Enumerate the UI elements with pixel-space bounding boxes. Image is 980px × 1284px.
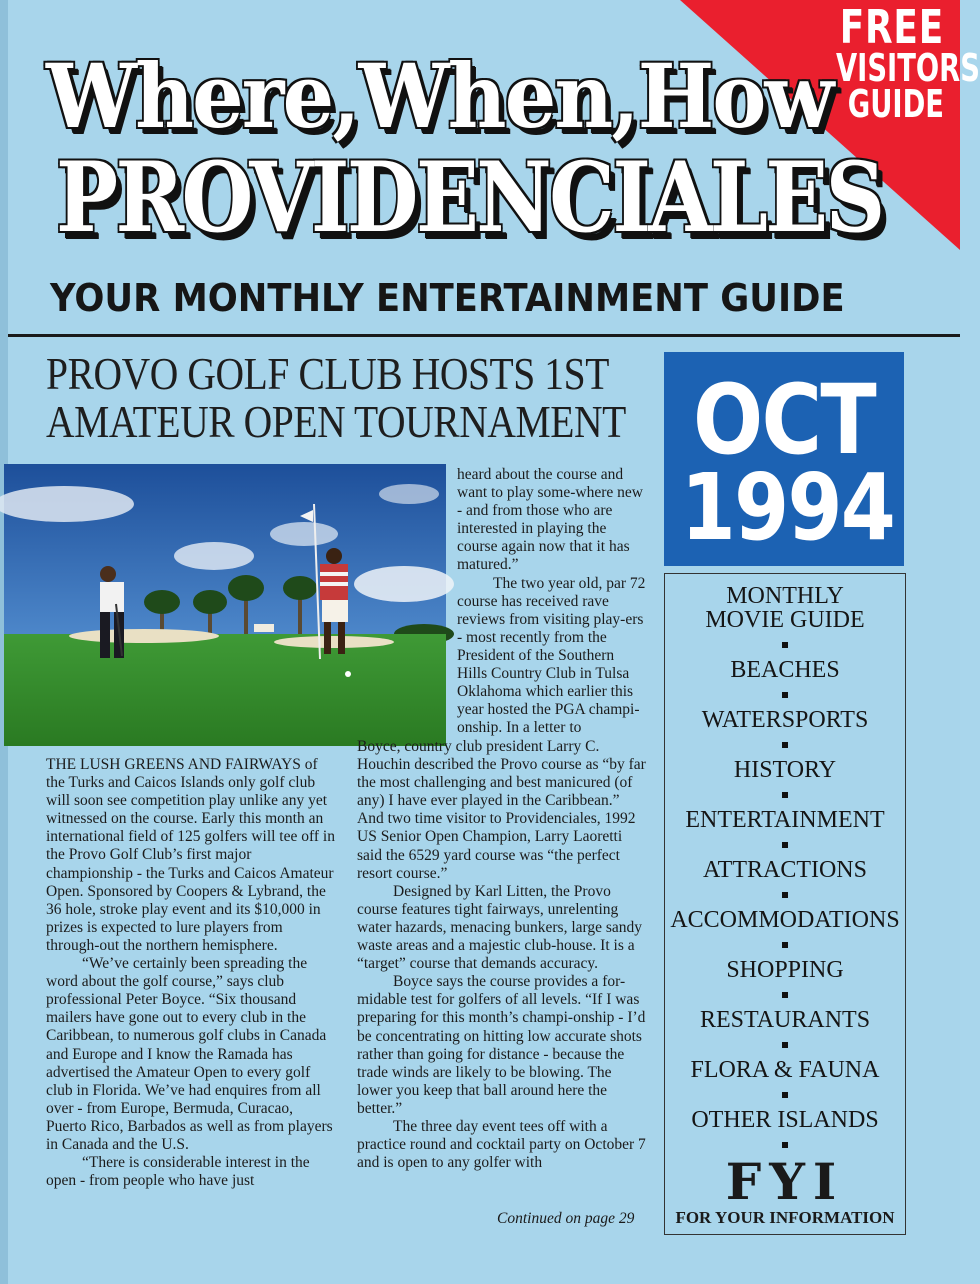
article-paragraph-9: The three day event tees off with a practice round and cocktail party on October 7 and is open to any golfer with (357, 1117, 646, 1172)
banner-visitors: VISITORS (836, 45, 980, 90)
article-headline (46, 348, 626, 447)
fyi-subheading: FOR YOUR INFORMATION (675, 1208, 895, 1227)
headline-line-2: AMATEUR OPEN TOURNAMENT (46, 396, 626, 447)
golf-photo-illustration (4, 464, 446, 746)
issue-month: OCT (693, 364, 875, 476)
bullet (782, 742, 788, 748)
bullet (782, 942, 788, 948)
contents-item-beaches: BEACHES (730, 657, 840, 683)
article-column-2-bottom (357, 738, 647, 1172)
fyi-heading: FYI (725, 1152, 845, 1211)
article-paragraph-8: Boyce says the course provides a for-midable test for golfers of all levels. “If I was preparing for this month’s champi-onship - I’d be concentrating on hitting low accurate shots rather than going for distance - because the trade winds are likely to be blowing. The lower you keep that ball around here the better.” (357, 973, 646, 1117)
golf-photo (4, 464, 446, 746)
article-paragraph-7: Designed by Karl Litten, the Provo course features tight fairways, unrelenting water hazards, menacing bunkers, large sandy waste areas and a majestic club-house. It is a “target” course that demands accuracy. (357, 882, 643, 973)
masthead-title: PROVIDENCIALES (56, 141, 883, 254)
bullet (782, 1142, 788, 1148)
bullet (782, 1092, 788, 1098)
bullet (782, 1042, 788, 1048)
article-text-1: of the Turks and Caicos Islands only golf club will soon see competition play unlike any yet witnessed on the course. Early this month an international field of 125 golfers will tee off in the Provo Golf Club’s first major championship - the Turks and Caicos Amateur Open. Sponsored by Coopers & Lybrand, the 36 hole, stroke play event and its $10,000 in prizes is expected to lure players from through-out the northern hemisphere. (46, 756, 335, 954)
issue-date-box (664, 352, 904, 566)
header-rule (8, 334, 960, 337)
article-paragraph-5: The two year old, par 72 course has received rave reviews from visiting play-ers - most recently from the President of the Southern Hills Country Club in Tulsa Oklahoma which earlier this year hosted the PGA champi-onship. In a letter to (457, 574, 646, 737)
bullet (782, 892, 788, 898)
banner-guide: GUIDE (847, 81, 944, 126)
contents-item-entertainment: ENTERTAINMENT (685, 807, 885, 833)
contents-item-restaurants: RESTAURANTS (699, 1007, 871, 1033)
bullet (782, 792, 788, 798)
bullet (782, 692, 788, 698)
continued-note: Continued on page 29 (497, 1210, 635, 1227)
masthead-where-when-how: Where,When,How (46, 44, 833, 148)
banner-free: FREE (839, 0, 944, 54)
bullet (782, 642, 788, 648)
masthead-tagline: YOUR MONTHLY ENTERTAINMENT GUIDE (50, 276, 845, 320)
contents-item-other-islands: OTHER ISLANDS (691, 1107, 879, 1133)
bullet (782, 842, 788, 848)
issue-year: 1994 (680, 454, 895, 561)
contents-box (664, 573, 906, 1235)
article-paragraph-6: Boyce, country club president Larry C. Houchin described the Provo course as “by far the most challenging and best manicured (of any) I have ever played in the Caribbean.” And two time visitor to Providenciales, 1992 US Senior Open Champion, Larry Laoretti said the 6529 yard course was “the perfect resort course.” (357, 738, 646, 882)
article-paragraph-3: “There is considerable interest in the open - from people who have just (46, 1154, 310, 1190)
contents-item-attractions: ATTRACTIONS (702, 857, 867, 883)
contents-item-accommodations: ACCOMMODATIONS (670, 907, 900, 933)
contents-item-watersports: WATERSPORTS (701, 707, 869, 733)
article-column-2-top (457, 466, 647, 737)
bullet (782, 992, 788, 998)
article-paragraph-1 (46, 756, 336, 955)
contents-item-shopping: SHOPPING (726, 957, 844, 983)
article-column-1 (46, 756, 336, 1190)
contents-item-flora-fauna: FLORA & FAUNA (690, 1057, 880, 1083)
headline-line-1: PROVO GOLF CLUB HOSTS 1ST (46, 348, 609, 399)
contents-item-history: HISTORY (733, 757, 837, 783)
article-lead: THE LUSH GREENS AND FAIRWAYS (46, 756, 301, 773)
contents-item-monthly: MONTHLY (726, 583, 844, 609)
contents-list (665, 574, 905, 1228)
article-paragraph-2: “We’ve certainly been spreading the word about the golf course,” says club professional Peter Boyce. “Six thousand mailers have gone out to every club in the Caribbean, to numerous golf clubs in Canada and Europe and I know the Ramada has advertised the Amateur Open to every golf club in Florida. We’ve had enquires from all over - from Europe, Bermuda, Curacao, Puerto Rico, Barbados as well as from players in Canada and the U.S. (46, 955, 333, 1153)
article-paragraph-4: heard about the course and want to play some-where new - and from those who are interested in playing the course again now that it has matured.” (457, 466, 643, 574)
contents-item-movie-guide: MOVIE GUIDE (705, 607, 865, 633)
